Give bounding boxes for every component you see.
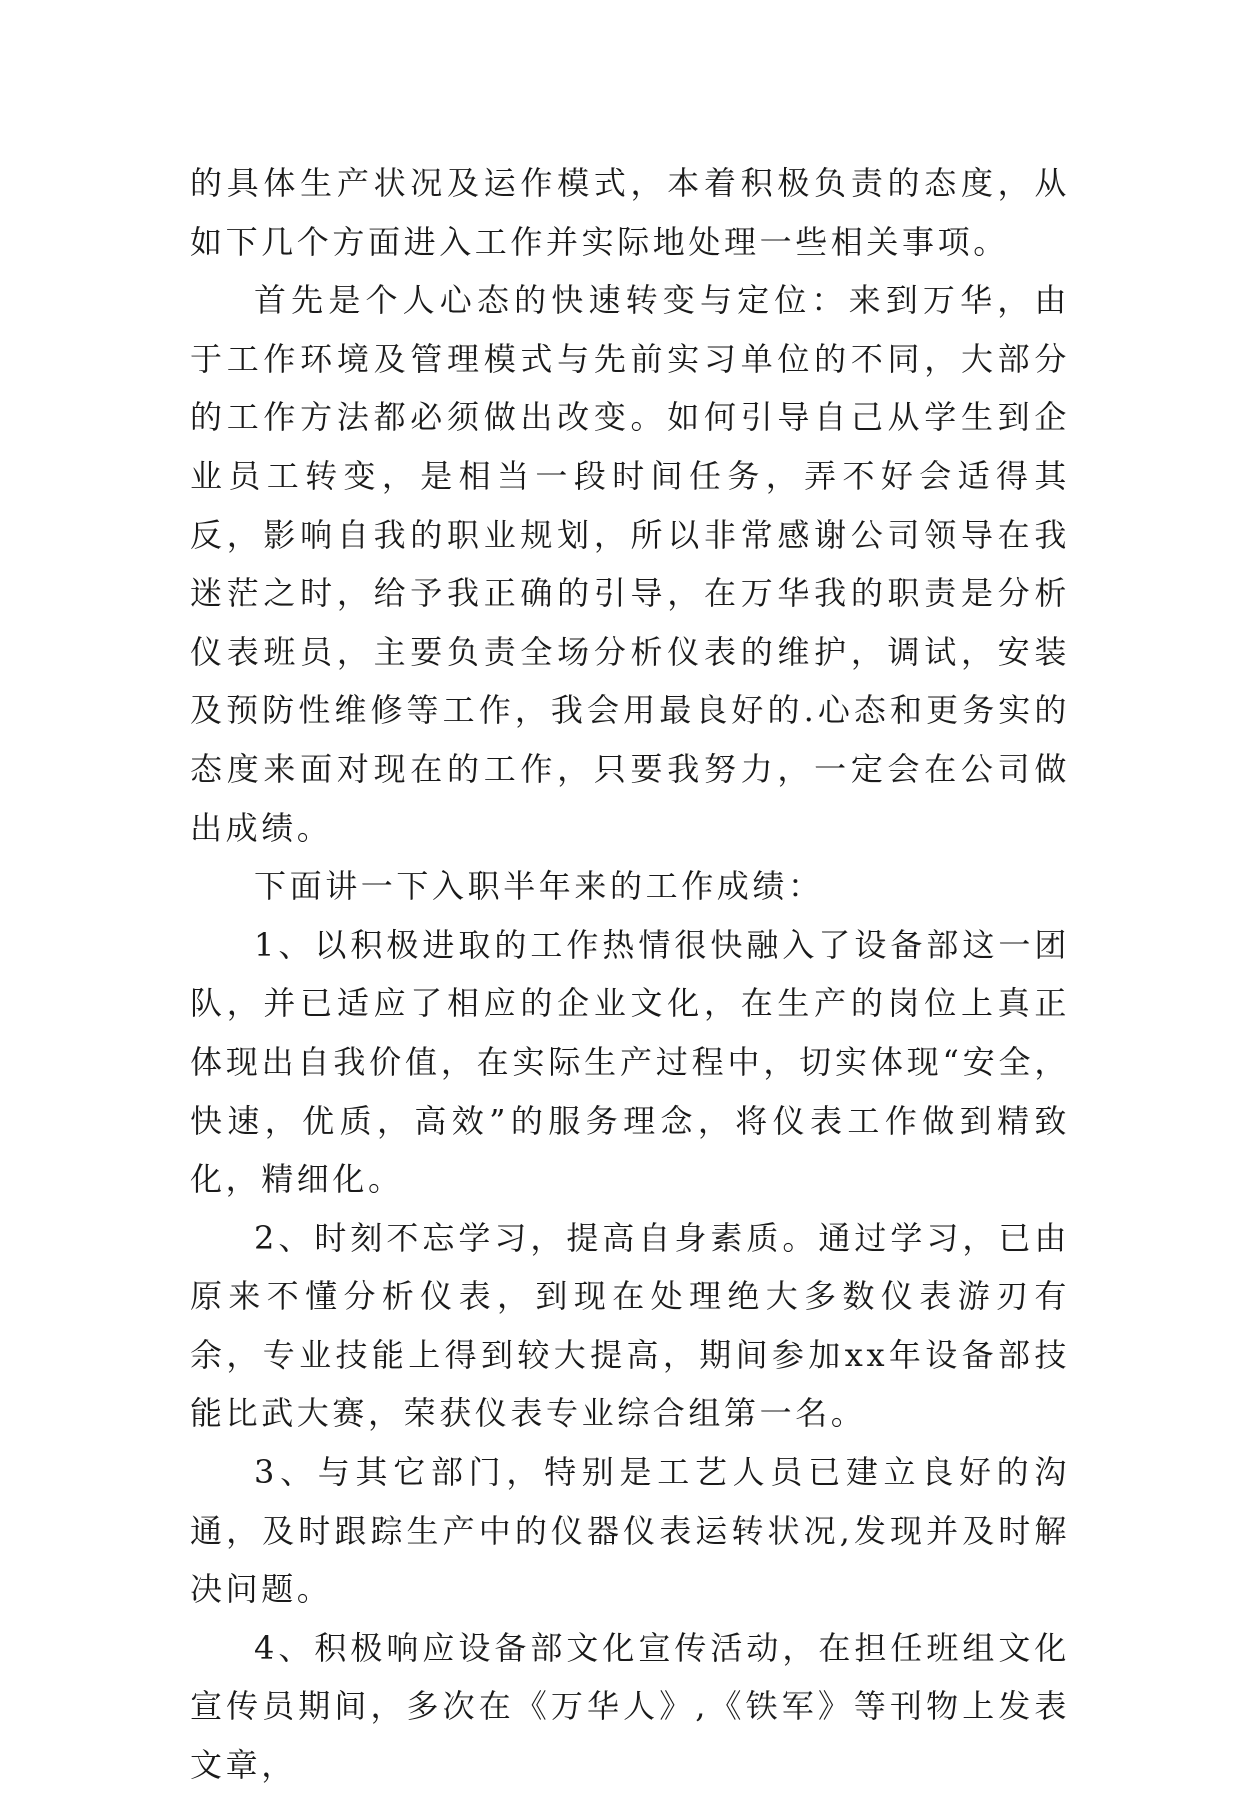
document-body	[190, 154, 1070, 1795]
paragraph-4: 1、以积极进取的工作热情很快融入了设备部这一团队，并已适应了相应的企业文化，在生产的岗位上真正体现出自我价值，在实际生产过程中，切实体现“安全，快速，优质，高效”的服务理念，将仪表工作做到精致化，精细化。	[190, 925, 1070, 1199]
paragraph-6: 3、与其它部门，特别是工艺人员已建立良好的沟通，及时跟踪生产中的仪器仪表运转状况,发现并及时解决问题。	[190, 1453, 1070, 1609]
paragraph-2: 首先是个人心态的快速转变与定位：来到万华，由于工作环境及管理模式与先前实习单位的不同，大部分的工作方法都必须做出改变。如何引导自己从学生到企业员工转变，是相当一段时间任务，弄不好会适得其反，影响自我的职业规划，所以非常感谢公司领导在我迷茫之时，给予我正确的引导，在万华我的职责是分析仪表班员，主要负责全场分析仪表的维护，调试，安装及预防性维修等工作，我会用最良好的.心态和更务实的态度来面对现在的工作，只要我努力，一定会在公司做出成绩。	[190, 281, 1070, 847]
paragraph-1: 的具体生产状况及运作模式，本着积极负责的态度，从如下几个方面进入工作并实际地处理一些相关事项。	[190, 164, 1070, 261]
paragraph-3: 下面讲一下入职半年来的工作成绩：	[254, 867, 824, 906]
paragraph-5: 2、时刻不忘学习，提高自身素质。通过学习，已由原来不懂分析仪表，到现在处理绝大多数仪表游刃有余，专业技能上得到较大提高，期间参加xx年设备部技能比武大赛，荣获仪表专业综合组第一名。	[190, 1218, 1070, 1433]
paragraph-7: 4、积极响应设备部文化宣传活动，在担任班组文化宣传员期间，多次在《万华人》,《铁军》等刊物上发表文章，	[190, 1628, 1070, 1785]
